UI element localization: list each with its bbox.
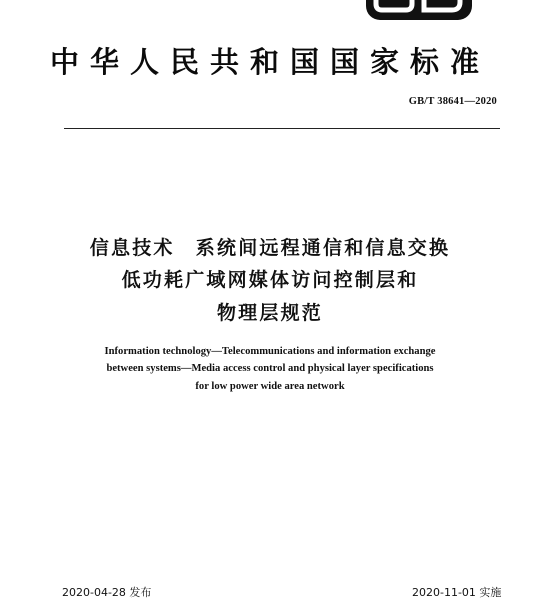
issuing-body-title: 中华人民共和国国家标准 <box>49 45 490 79</box>
chinese-title-line-3: 物理层规范 <box>216 302 323 324</box>
english-title-line-1: Information technology—Telecommunications and information exchange <box>104 346 436 357</box>
english-title-line-3: for low power wide area network <box>195 381 345 392</box>
header-divider <box>64 128 500 129</box>
gb-logo <box>366 0 472 20</box>
implementation-date: 2020-11-01 实施 <box>412 586 502 599</box>
issue-date: 2020-04-28 发布 <box>62 586 152 599</box>
chinese-title-line-1: 信息技术 系统间远程通信和信息交换 <box>89 237 451 259</box>
standard-number: GB/T 38641—2020 <box>408 96 497 107</box>
chinese-title-line-2: 低功耗广域网媒体访问控制层和 <box>121 269 419 291</box>
english-title-line-2: between systems—Media access control and physical layer specifications <box>106 363 434 374</box>
